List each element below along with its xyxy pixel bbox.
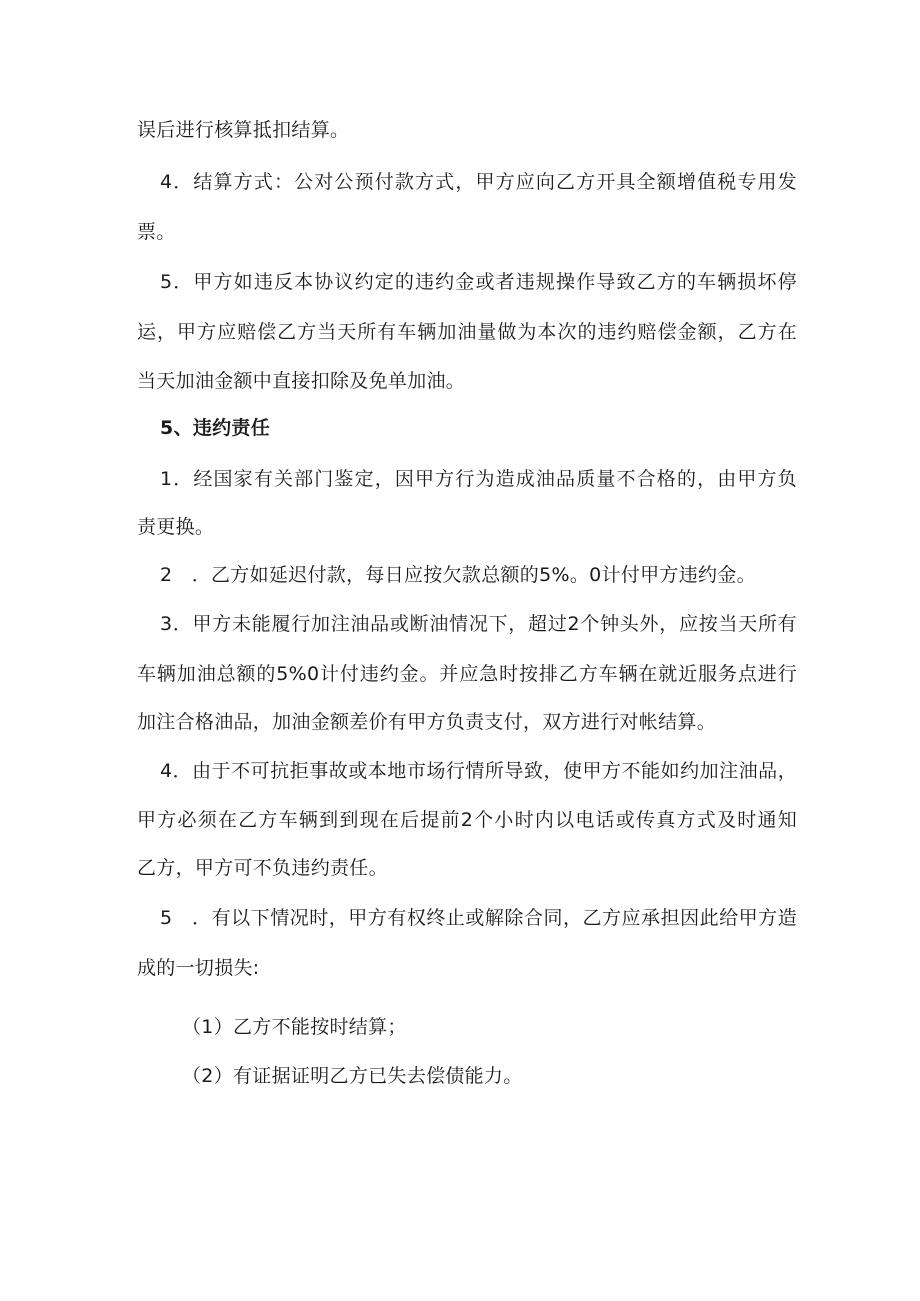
paragraph-line: 加注合格油品，加油金额差价有甲方负责支付，双方进行对帐结算。: [137, 711, 717, 733]
force-majeure-clause-line: 4．由于不可抗拒事故或本地市场行情所导致，使甲方不能如约加注油品，: [160, 760, 797, 782]
breach-compensation-line: 5．甲方如违反本协议约定的违约金或者违规操作导致乙方的车辆损坏停: [160, 271, 797, 293]
paragraph-line: 票。: [137, 221, 176, 243]
quality-clause-line: 1．经国家有关部门鉴定，因甲方行为造成油品质量不合格的，由甲方负: [160, 468, 797, 490]
paragraph-line: 成的一切损失:: [137, 957, 260, 979]
paragraph-line: 乙方，甲方可不负违约责任。: [137, 857, 388, 879]
termination-clause-line: 5 ．有以下情况时，甲方有权终止或解除合同，乙方应承担因此给甲方造: [160, 907, 797, 929]
section-heading: 5、违约责任: [160, 417, 271, 439]
settlement-method-line: 4．结算方式：公对公预付款方式，甲方应向乙方开具全额增值税专用发: [160, 171, 797, 193]
paragraph-line: 误后进行核算抵扣结算。: [137, 119, 350, 141]
late-payment-clause-line: 2 ．乙方如延迟付款，每日应按欠款总额的5%。0计付甲方违约金。: [160, 564, 756, 586]
paragraph-line: 责更换。: [137, 516, 215, 538]
paragraph-line: 当天加油金额中直接扣除及免单加油。: [137, 370, 466, 392]
list-item: （1）乙方不能按时结算；: [182, 1016, 407, 1038]
supply-failure-clause-line: 3．甲方未能履行加注油品或断油情况下，超过2个钟头外，应按当天所有: [160, 613, 797, 635]
paragraph-line: 车辆加油总额的5%0计付违约金。并应急时按排乙方车辆在就近服务点进行: [137, 663, 797, 685]
paragraph-line: 运，甲方应赔偿乙方当天所有车辆加油量做为本次的违约赔偿金额，乙方在: [137, 321, 797, 343]
list-item: （2）有证据证明乙方已失去偿债能力。: [182, 1065, 523, 1087]
paragraph-line: 甲方必须在乙方车辆到到现在后提前2个小时内以电话或传真方式及时通知: [137, 809, 797, 831]
